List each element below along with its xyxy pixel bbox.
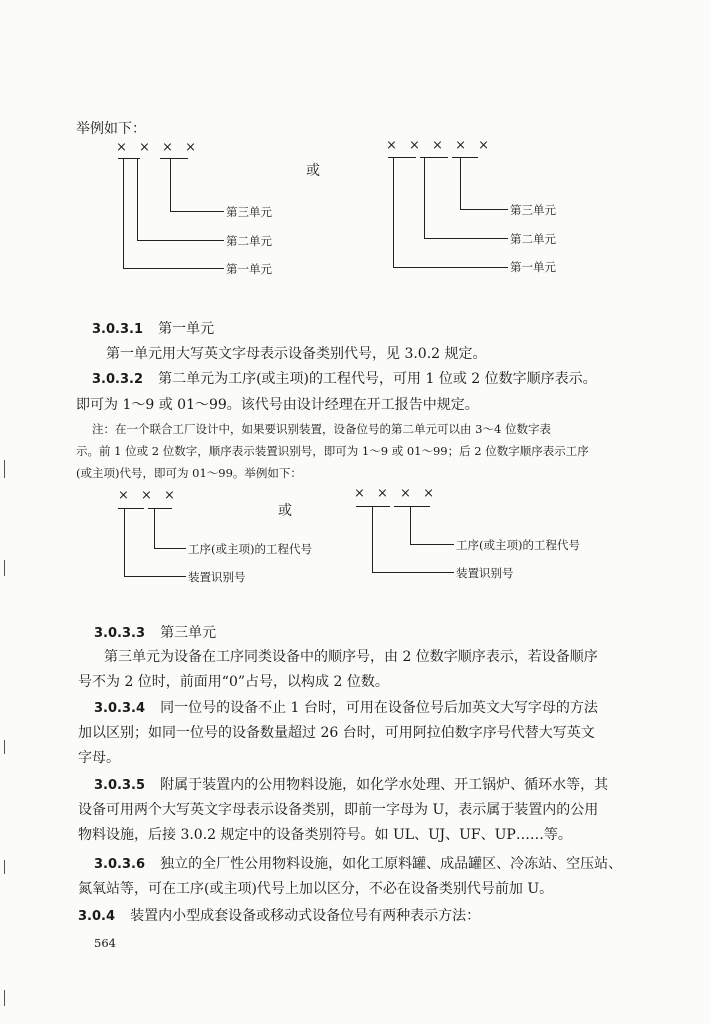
section-3033-line1: 第三单元为设备在工序同类设备中的顺序号，由 2 位数字顺序表示，若设备顺序 [104, 649, 598, 665]
d1-right-h1 [393, 267, 508, 268]
section-3035-line1 [94, 774, 608, 794]
intro-text: 举例如下： [76, 121, 146, 137]
scan-mark-5 [4, 990, 5, 1006]
d2-left-h2 [154, 548, 186, 549]
d2-left-bar-b [148, 508, 172, 509]
d2-right-h1 [372, 572, 454, 573]
d1-left-v1 [123, 158, 124, 268]
d2-left-v2 [154, 508, 155, 548]
section-3034-line1 [94, 697, 598, 717]
scan-mark-3 [4, 740, 5, 754]
d2-left-v1 [124, 508, 125, 576]
d2-left-label-device: 装置识别号 [188, 570, 246, 584]
note-line2: 示。前 1 位或 2 位数字，顺序表示装置识别号，即可为 1～9 或 01～99；后 2 位数字顺序表示工序 [76, 444, 589, 458]
section-304-number: 3.0.4 [78, 909, 116, 924]
d1-left-h3 [170, 211, 224, 212]
diagram1-left-marks: × × × × [116, 140, 200, 155]
section-3035-number: 3.0.3.5 [94, 778, 145, 793]
d1-left-label-first: 第一单元 [226, 262, 272, 276]
section-3035-line3: 物料设施，后接 3.0.2 规定中的设备类别符号。如 UL、UJ、UF、UP……等。 [78, 827, 572, 843]
d1-left-bar-b [160, 158, 188, 159]
scan-mark-4 [4, 860, 5, 874]
section-3031-heading [92, 318, 214, 338]
section-3036-line1 [94, 853, 622, 873]
section-3035-line2: 设备可用两个大写英文字母表示设备类别，即前一字母为 U，表示属于装置内的公用 [78, 802, 599, 818]
d2-right-v2 [410, 506, 411, 544]
d1-right-bar-c [452, 157, 478, 158]
d1-right-v2 [424, 157, 425, 238]
page-number: 564 [94, 936, 116, 950]
diagram2-right-marks: × × × × [354, 486, 438, 501]
diagram1-right-marks: × × × × × [386, 138, 493, 153]
d2-right-label-device: 装置识别号 [456, 566, 514, 580]
section-3034-line2: 加以区别；如同一位号的设备数量超过 26 台时，可用阿拉伯数字序号代替大写英文 [78, 725, 595, 741]
section-3032-number: 3.0.3.2 [92, 372, 143, 387]
section-3031-title: 第一单元 [158, 321, 215, 337]
section-304-line [78, 905, 480, 925]
d1-right-label-second: 第二单元 [510, 232, 556, 246]
d2-right-bar-b [394, 506, 430, 507]
scan-mark-1 [4, 460, 5, 478]
or-label-1: 或 [306, 163, 320, 179]
diagram2-left-marks: × × × [118, 488, 179, 503]
d2-left-bar-a [118, 508, 144, 509]
d2-left-label-process: 工序(或主项)的工程代号 [188, 542, 312, 556]
section-3033-heading [94, 622, 216, 642]
section-3031-body: 第一单元用大写英文字母表示设备类别代号，见 3.0.2 规定。 [106, 346, 487, 362]
d1-left-v2 [137, 158, 138, 240]
note-line3: (或主项)代号，即可为 01～99。举例如下： [76, 466, 302, 480]
d1-left-label-third: 第三单元 [226, 205, 272, 219]
d1-left-v3 [170, 158, 171, 211]
note-line1: 注：在一个联合工厂设计中，如果要识别装置，设备位号的第二单元可以由 3～4 位数字表 [92, 422, 551, 436]
d1-right-v1 [393, 157, 394, 267]
section-3036-text1: 独立的全厂性公用物料设施，如化工原料罐、成品罐区、冷冻站、空压站、 [160, 856, 623, 872]
section-3032-line1 [92, 368, 597, 388]
d2-right-bar-a [356, 506, 390, 507]
section-3034-text1: 同一位号的设备不止 1 台时，可用在设备位号后加英文大写字母的方法 [160, 700, 598, 716]
or-label-2: 或 [278, 503, 292, 519]
d1-right-h2 [424, 238, 508, 239]
section-3034-line3: 字母。 [78, 750, 120, 766]
d1-left-h1 [123, 268, 224, 269]
d2-left-h1 [124, 576, 186, 577]
section-3033-number: 3.0.3.3 [94, 626, 145, 641]
d1-right-label-third: 第三单元 [510, 203, 556, 217]
section-3032-text1: 第二单元为工序(或主项)的工程代号，可用 1 位或 2 位数字顺序表示。 [158, 371, 597, 387]
d1-right-label-first: 第一单元 [510, 260, 556, 274]
section-3033-title: 第三单元 [160, 625, 217, 641]
section-3035-text1: 附属于装置内的公用物料设施，如化学水处理、开工锅炉、循环水等，其 [160, 777, 609, 793]
section-3034-number: 3.0.3.4 [94, 701, 145, 716]
scan-mark-2 [4, 560, 5, 576]
section-3036-line2: 氮氧站等，可在工序(或主项)代号上加以区分，不必在设备类别代号前加 U。 [78, 881, 554, 897]
d1-left-h2 [137, 240, 224, 241]
d2-right-h2 [410, 544, 454, 545]
d1-right-v3 [460, 157, 461, 209]
section-3032-line2: 即可为 1～9 或 01～99。该代号由设计经理在开工报告中规定。 [76, 397, 479, 413]
section-304-text: 装置内小型成套设备或移动式设备位号有两种表示方法： [130, 908, 481, 924]
section-3033-line2: 号不为 2 位时，前面用“0”占号，以构成 2 位数。 [78, 674, 389, 690]
d1-right-h3 [460, 209, 508, 210]
section-3036-number: 3.0.3.6 [94, 857, 145, 872]
section-3031-number: 3.0.3.1 [92, 322, 143, 337]
d2-right-v1 [372, 506, 373, 572]
d1-left-label-second: 第二单元 [226, 234, 272, 248]
d2-right-label-process: 工序(或主项)的工程代号 [456, 538, 580, 552]
